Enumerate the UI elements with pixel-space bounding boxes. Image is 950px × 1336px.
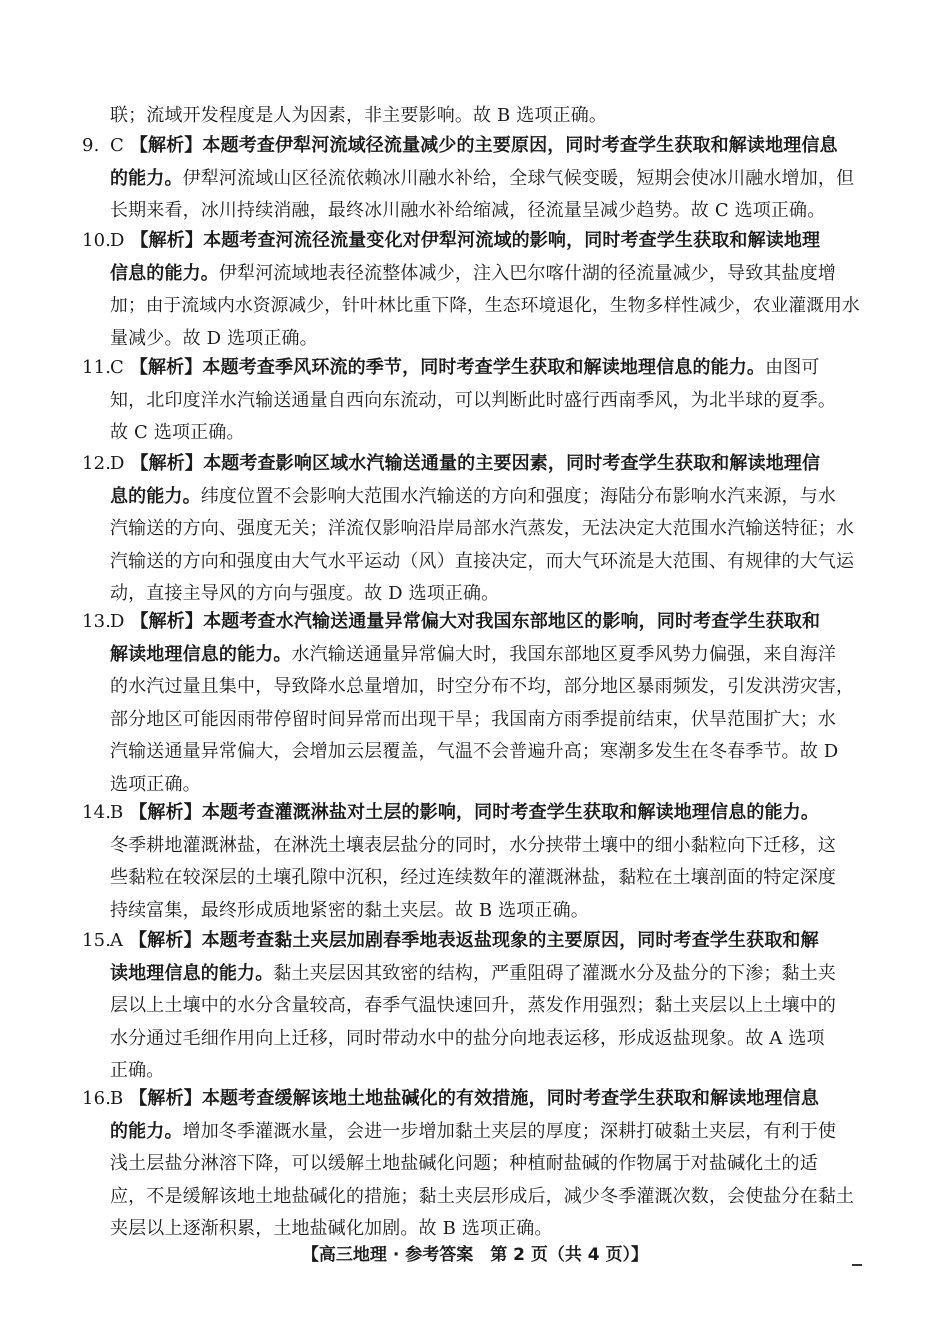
analysis-tag: 【解析】: [130, 453, 204, 474]
answer-letter: D: [110, 611, 125, 632]
analysis-text: 伊犁河流域山区径流依赖冰川融水补给，全球气候变暖，短期会使冰川融水增加，但: [182, 167, 855, 189]
analysis-bold: 读地理信息的能力。: [110, 962, 274, 984]
answer-letter: A: [110, 930, 124, 951]
analysis-text: 水汽输送通量异常偏大时，我国东部地区夏季风势力偏强，来自海洋: [291, 643, 836, 665]
answer-letter: B: [110, 1088, 124, 1109]
question-number: 15.: [82, 930, 112, 951]
answer-item-10: [82, 225, 860, 355]
analysis-tag: 【解析】: [130, 230, 204, 251]
analysis-tag: 【解析】: [129, 930, 202, 951]
analysis-text: 选项正确。: [110, 773, 201, 795]
analysis-text: 纬度位置不会影响大范围水汽输送的方向和强度；海陆分布影响水汽来源，与水: [200, 485, 836, 507]
analysis-text: 部分地区可能因雨带停留时间异常而出现干旱；我国南方雨季提前结束，伏旱范围扩大；水: [110, 708, 836, 730]
analysis-bold: 本题考查河流径流量变化对伊犁河流域的影响，同时考查学生获取和解读地理: [203, 230, 821, 251]
analysis-text: 汽输送的方向、强度无关；洋流仅影响沿岸局部水汽蒸发，无法决定大范围水汽输送特征；水: [110, 518, 855, 539]
analysis-bold: 本题考查黏土夹层加剧春季地表返盐现象的主要原因，同时考查学生获取和解: [201, 930, 819, 951]
analysis-bold: 本题考查水汽输送通量异常偏大对我国东部地区的影响，同时考查学生获取和: [203, 611, 821, 632]
question-number: 10.: [82, 230, 112, 251]
analysis-text: 的水汽过量且集中，导致降水总量增加，时空分布不均，部分地区暴雨频发，引发洪涝灾害，: [110, 676, 855, 697]
answer-letter: C: [110, 357, 124, 378]
analysis-bold: 解读地理信息的能力。: [110, 643, 292, 665]
answer-letter: D: [110, 230, 125, 251]
analysis-text: 些黏粒在较深层的土壤孔隙中沉积，经过连续数年的灌溉淋盐，黏粒在土壤剖面的特定深度: [110, 867, 836, 888]
analysis-text: 汽输送的方向和强度由大气水平运动（风）直接决定，而大气环流是大范围、有规律的大气运: [110, 550, 855, 572]
analysis-text: 伊犁河流域地表径流整体减少，注入巴尔喀什湖的径流量减少，导致其盐度增: [218, 262, 837, 284]
analysis-tag: 【解析】: [130, 611, 204, 632]
answer-item-14: [82, 797, 860, 927]
question-number: 11.: [82, 357, 112, 378]
analysis-bold: 本题考查季风环流的季节，同时考查学生获取和解读地理信息的能力。: [202, 357, 766, 378]
analysis-text: 夹层以上逐渐积累，土地盐碱化加剧。故 B 选项正确。: [110, 1218, 553, 1239]
analysis-tag: 【解析】: [129, 135, 203, 156]
question-number: 13.: [82, 611, 112, 632]
question-number: 12.: [82, 453, 112, 474]
continuation-paragraph: [82, 100, 860, 133]
page-footer: 【高三地理 · 参考答案 第 2 页（共 4 页）】: [301, 1245, 649, 1265]
analysis-text: 知，北印度洋水汽输送通量自西向东流动，可以判断此时盛行西南季风，为北半球的夏季。: [110, 389, 836, 411]
analysis-text: 长期来看，冰川持续消融，最终冰川融水补给缩减，径流量呈减少趋势。故 C 选项正确。: [110, 200, 826, 221]
analysis-bold: 信息的能力。: [110, 262, 219, 284]
analysis-text: 应，不是缓解该地土地盐碱化的措施；黏土夹层形成后，减少冬季灌溉次数，会使盐分在黏土: [110, 1185, 855, 1207]
analysis-bold: 的能力。: [110, 167, 183, 189]
question-number: 14.: [82, 802, 112, 823]
answer-item-15: [82, 925, 860, 1088]
analysis-bold: 本题考查灌溉淋盐对土层的影响，同时考查学生获取和解读地理信息的能力。: [201, 802, 819, 823]
answer-letter: B: [110, 802, 124, 823]
answer-item-9: [82, 130, 860, 228]
question-number: 9.: [82, 135, 100, 156]
analysis-text: 加；由于流域内水资源减少，针叶林比重下降，生态环境退化，生物多样性减少，农业灌溉用水: [110, 296, 860, 316]
analysis-tag: 【解析】: [129, 802, 202, 823]
analysis-bold: 息的能力。: [110, 485, 201, 507]
analysis-bold: 本题考查缓解该地土地盐碱化的有效措施，同时考查学生获取和解读地理信息: [201, 1088, 819, 1109]
analysis-text: 黏土夹层因其致密的结构，严重阻碍了灌溉水分及盐分的下渗；黏土夹: [273, 962, 837, 984]
analysis-text: 浅土层盐分淋溶下降，可以缓解土地盐碱化问题；种植耐盐碱的作物属于对盐碱化土的适: [110, 1153, 818, 1174]
analysis-text: 汽输送通量异常偏大，会增加云层覆盖，气温不会普遍升高；寒潮多发生在冬春季节。故 D: [110, 741, 839, 762]
answer-letter: D: [110, 453, 125, 474]
question-number: 16.: [82, 1088, 112, 1109]
analysis-tag: 【解析】: [129, 357, 203, 378]
analysis-text: 量减少。故 D 选项正确。: [110, 327, 318, 349]
analysis-text: 层以上土壤中的水分含量较高，春季气温快速回升，蒸发作用强烈；黏土夹层以上土壤中的: [110, 995, 836, 1016]
analysis-text: 故 C 选项正确。: [110, 422, 245, 443]
answer-item-16: [82, 1083, 860, 1246]
continuation-line: 联；流域开发程度是人为因素，非主要影响。故 B 选项正确。: [110, 105, 608, 126]
analysis-tag: 【解析】: [129, 1088, 202, 1109]
analysis-bold: 本题考查影响区域水汽输送通量的主要因素，同时考查学生获取和解读地理信: [203, 453, 821, 474]
analysis-text: 水分通过毛细作用向上迁移，同时带动水中的盐分向地表运移，形成返盐现象。故 A 选项: [110, 1027, 825, 1049]
corner-mark: [852, 1264, 862, 1266]
answer-item-12: [82, 448, 860, 611]
analysis-bold: 本题考查伊犁河流域径流量减少的主要原因，同时考查学生获取和解读地理信息: [202, 135, 838, 156]
analysis-text: 增加冬季灌溉水量，会进一步增加黏土夹层的厚度；深耕打破黏土夹层，有利于使: [182, 1120, 837, 1142]
answer-item-11: [82, 352, 860, 450]
analysis-text: 冬季耕地灌溉淋盐，在淋洗土壤表层盐分的同时，水分挟带土壤中的细小黏粒向下迁移，这: [110, 834, 836, 856]
analysis-text: 正确。: [110, 1060, 165, 1081]
analysis-text: 持续富集，最终形成质地紧密的黏土夹层。故 B 选项正确。: [110, 899, 589, 921]
answer-letter: C: [110, 135, 124, 156]
analysis-bold: 的能力。: [110, 1120, 183, 1142]
analysis-text: 动，直接主导风的方向与强度。故 D 选项正确。: [110, 583, 500, 604]
answer-item-13: [82, 606, 860, 801]
analysis-text: 由图可: [765, 357, 820, 378]
